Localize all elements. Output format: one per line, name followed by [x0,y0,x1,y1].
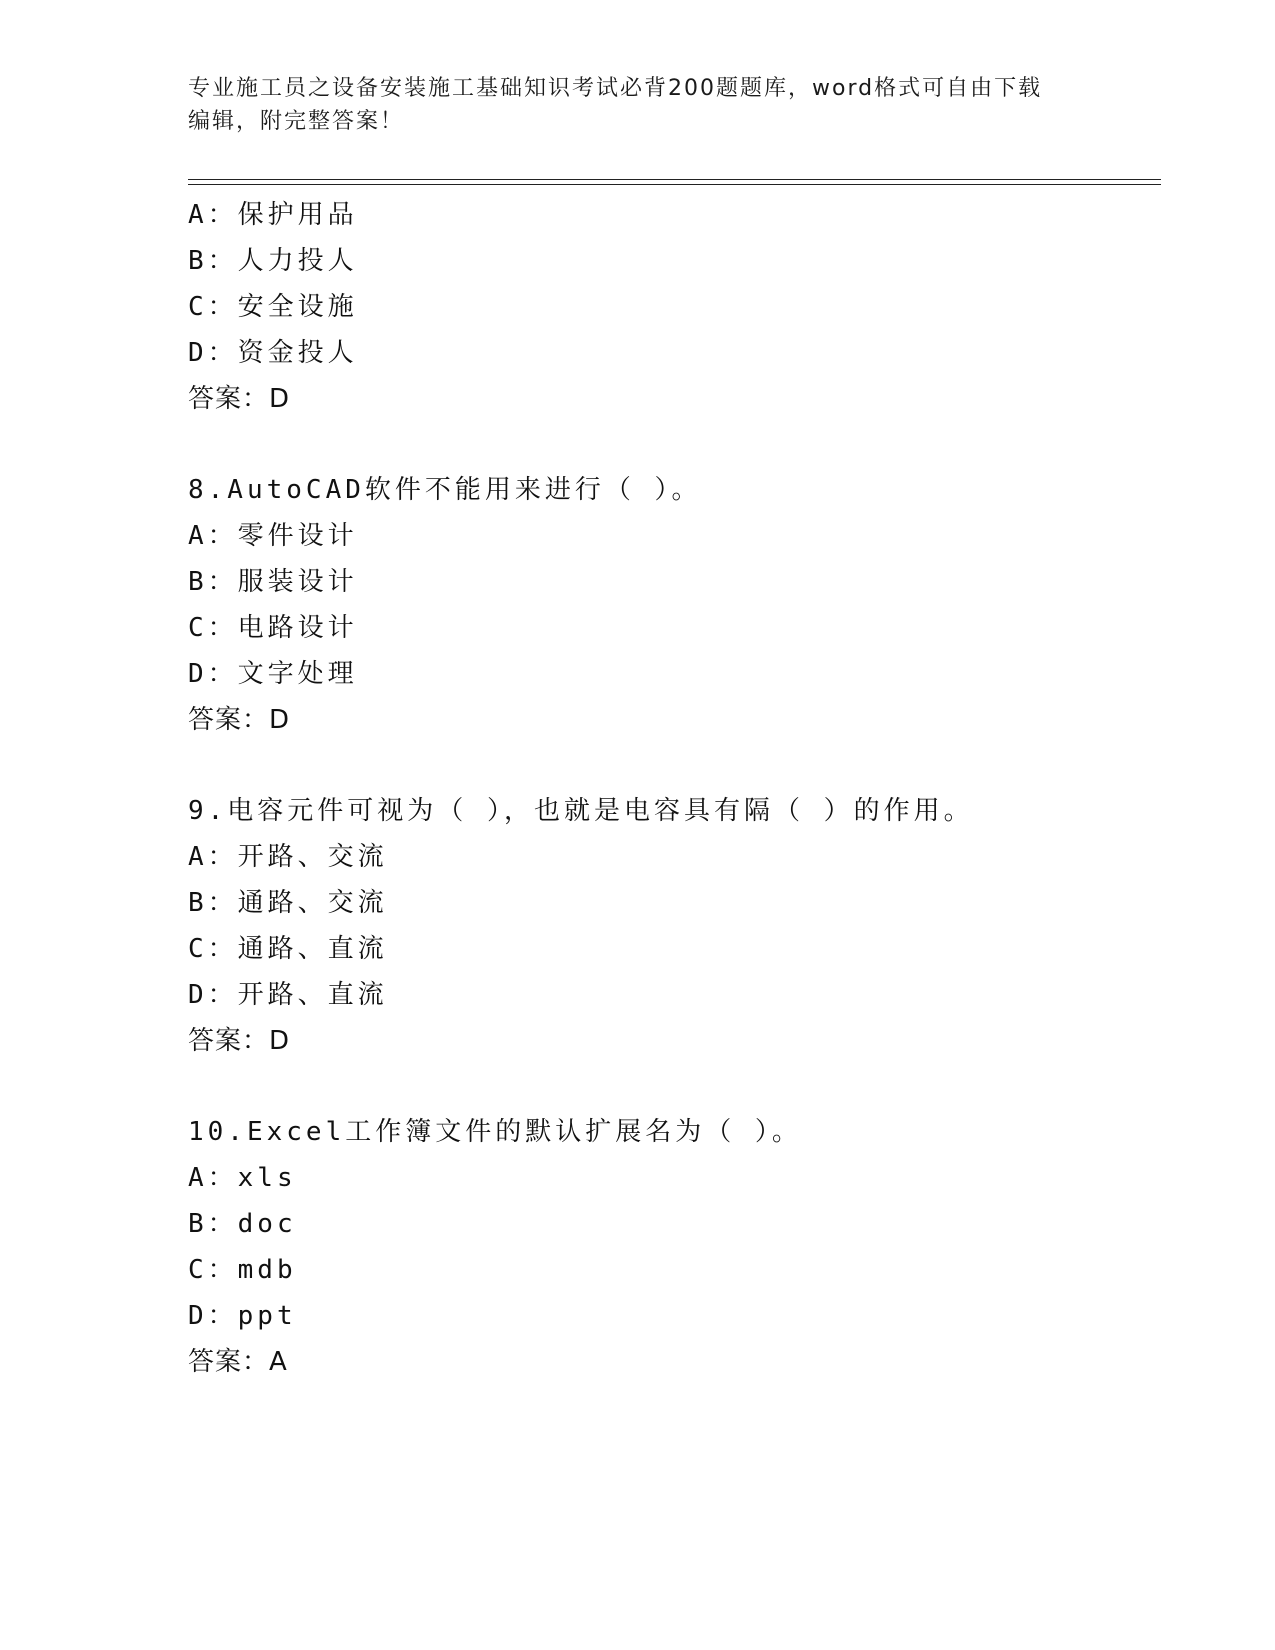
option-d: D：文字处理 [188,659,358,689]
answer-line: 答案：D [188,384,291,414]
option-b: B：通路、交流 [188,888,388,918]
question-block-7 [188,192,1168,422]
question-stem: 10.Excel工作簿文件的默认扩展名为（ ）。 [188,1117,802,1147]
option-c: C：安全设施 [188,292,358,322]
option-b: B：人力投人 [188,246,358,276]
option-b: B：doc [188,1209,297,1239]
option-a: A：保护用品 [188,200,358,230]
header-divider-bottom [188,184,1161,185]
option-c: C：mdb [188,1255,297,1285]
question-list [188,192,1168,1385]
option-d: D：资金投人 [188,338,358,368]
option-c: C：电路设计 [188,613,358,643]
option-a: A：开路、交流 [188,842,388,872]
answer-line: 答案：D [188,1026,291,1056]
question-stem: 8.AutoCAD软件不能用来进行（ ）。 [188,475,702,505]
question-block-9 [188,788,1168,1064]
header-line-2: 编辑，附完整答案！ [188,109,405,134]
answer-line: 答案：D [188,705,291,735]
question-block-8 [188,467,1168,743]
document-header [188,72,1068,138]
option-c: C：通路、直流 [188,934,388,964]
option-d: D：开路、直流 [188,980,388,1010]
question-block-10 [188,1109,1168,1385]
question-stem: 9.电容元件可视为（ ），也就是电容具有隔（ ）的作用。 [188,796,974,826]
header-divider-top [188,179,1161,180]
header-line-1: 专业施工员之设备安装施工基础知识考试必背200题题库，word格式可自由下载 [188,76,1043,101]
option-d: D：ppt [188,1301,297,1331]
option-a: A：零件设计 [188,521,358,551]
option-a: A：xls [188,1163,297,1193]
option-b: B：服装设计 [188,567,358,597]
answer-line: 答案：A [188,1347,288,1377]
